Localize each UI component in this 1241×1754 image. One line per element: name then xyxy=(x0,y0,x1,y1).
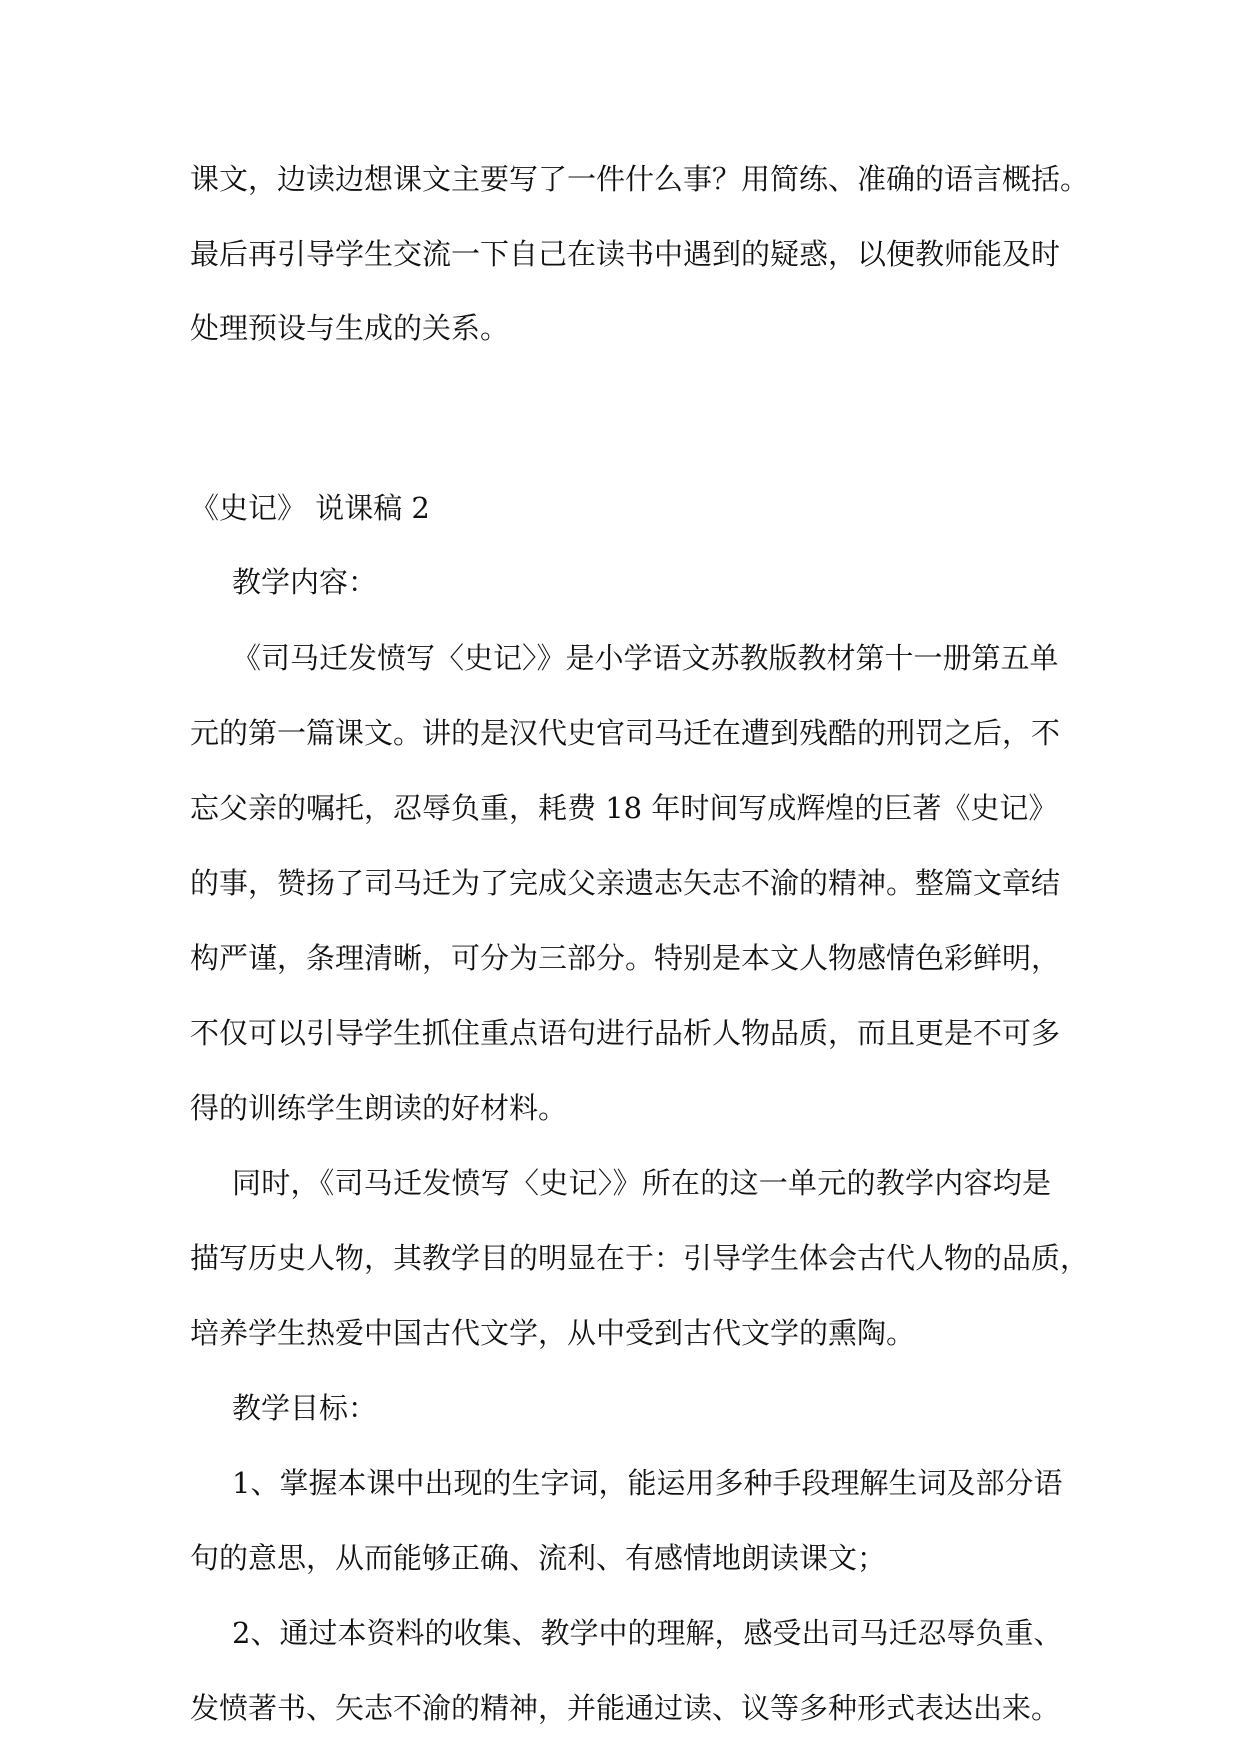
body-text-line: 句的意思，从而能够正确、流利、有感情地朗读课文； xyxy=(190,1541,887,1575)
text-line xyxy=(0,711,1241,755)
text-line xyxy=(0,936,1241,980)
section-title: 《史记》 说课稿 2 xyxy=(190,491,430,525)
text-line xyxy=(0,861,1241,905)
body-text-line: 同时，《司马迁发愤写〈史记〉》所在的这一单元的教学内容均是 xyxy=(232,1166,1051,1200)
text-line xyxy=(0,1686,1241,1730)
text-line xyxy=(0,560,1241,604)
text-line xyxy=(0,1161,1241,1205)
section-heading xyxy=(0,486,1241,530)
body-text-line: 培养学生热爱中国古代文学，从中受到古代文学的熏陶。 xyxy=(190,1316,916,1350)
body-text-line: 忘父亲的嘱托，忍辱负重，耗费 18 年时间写成辉煌的巨著《史记》 xyxy=(190,791,1058,825)
text-line xyxy=(0,232,1241,276)
body-text-line: 1、掌握本课中出现的生字词，能运用多种手段理解生词及部分语 xyxy=(232,1466,1063,1500)
subheading: 教学目标： xyxy=(232,1391,378,1425)
text-line xyxy=(0,1386,1241,1430)
subheading: 教学内容： xyxy=(232,565,378,599)
body-text-line: 发愤著书、矢志不渝的精神，并能通过读、议等多种形式表达出来。 xyxy=(190,1691,1061,1725)
text-line xyxy=(0,1236,1241,1280)
body-text-line: 元的第一篇课文。讲的是汉代史官司马迁在遭到残酷的刑罚之后，不 xyxy=(190,716,1061,750)
text-line xyxy=(0,1086,1241,1130)
text-line xyxy=(0,786,1241,830)
body-text-line: 描写历史人物，其教学目的明显在于：引导学生体会古代人物的品质， xyxy=(190,1241,1090,1275)
body-text-line: 最后再引导学生交流一下自己在读书中遇到的疑惑，以便教师能及时 xyxy=(190,237,1061,271)
body-text-line: 《司马迁发愤写〈史记〉》是小学语文苏教版教材第十一册第五单 xyxy=(232,641,1059,675)
body-text-line: 得的训练学生朗读的好材料。 xyxy=(190,1091,568,1125)
text-line xyxy=(0,157,1241,201)
text-line xyxy=(0,636,1241,680)
text-line xyxy=(0,1461,1241,1505)
text-line xyxy=(0,1011,1241,1055)
text-line xyxy=(0,306,1241,350)
text-line xyxy=(0,1536,1241,1580)
body-text-line: 课文，边读边想课文主要写了一件什么事？用简练、准确的语言概括。 xyxy=(190,162,1090,196)
body-text-line: 2、通过本资料的收集、教学中的理解，感受出司马迁忍辱负重、 xyxy=(232,1616,1063,1650)
body-text-line: 构严谨，条理清晰，可分为三部分。特别是本文人物感情色彩鲜明， xyxy=(190,941,1061,975)
text-line xyxy=(0,1611,1241,1655)
body-text-line: 的事，赞扬了司马迁为了完成父亲遗志矢志不渝的精神。整篇文章结 xyxy=(190,866,1061,900)
text-line xyxy=(0,1311,1241,1355)
body-text-line: 处理预设与生成的关系。 xyxy=(190,311,510,345)
body-text-line: 不仅可以引导学生抓住重点语句进行品析人物品质，而且更是不可多 xyxy=(190,1016,1061,1050)
